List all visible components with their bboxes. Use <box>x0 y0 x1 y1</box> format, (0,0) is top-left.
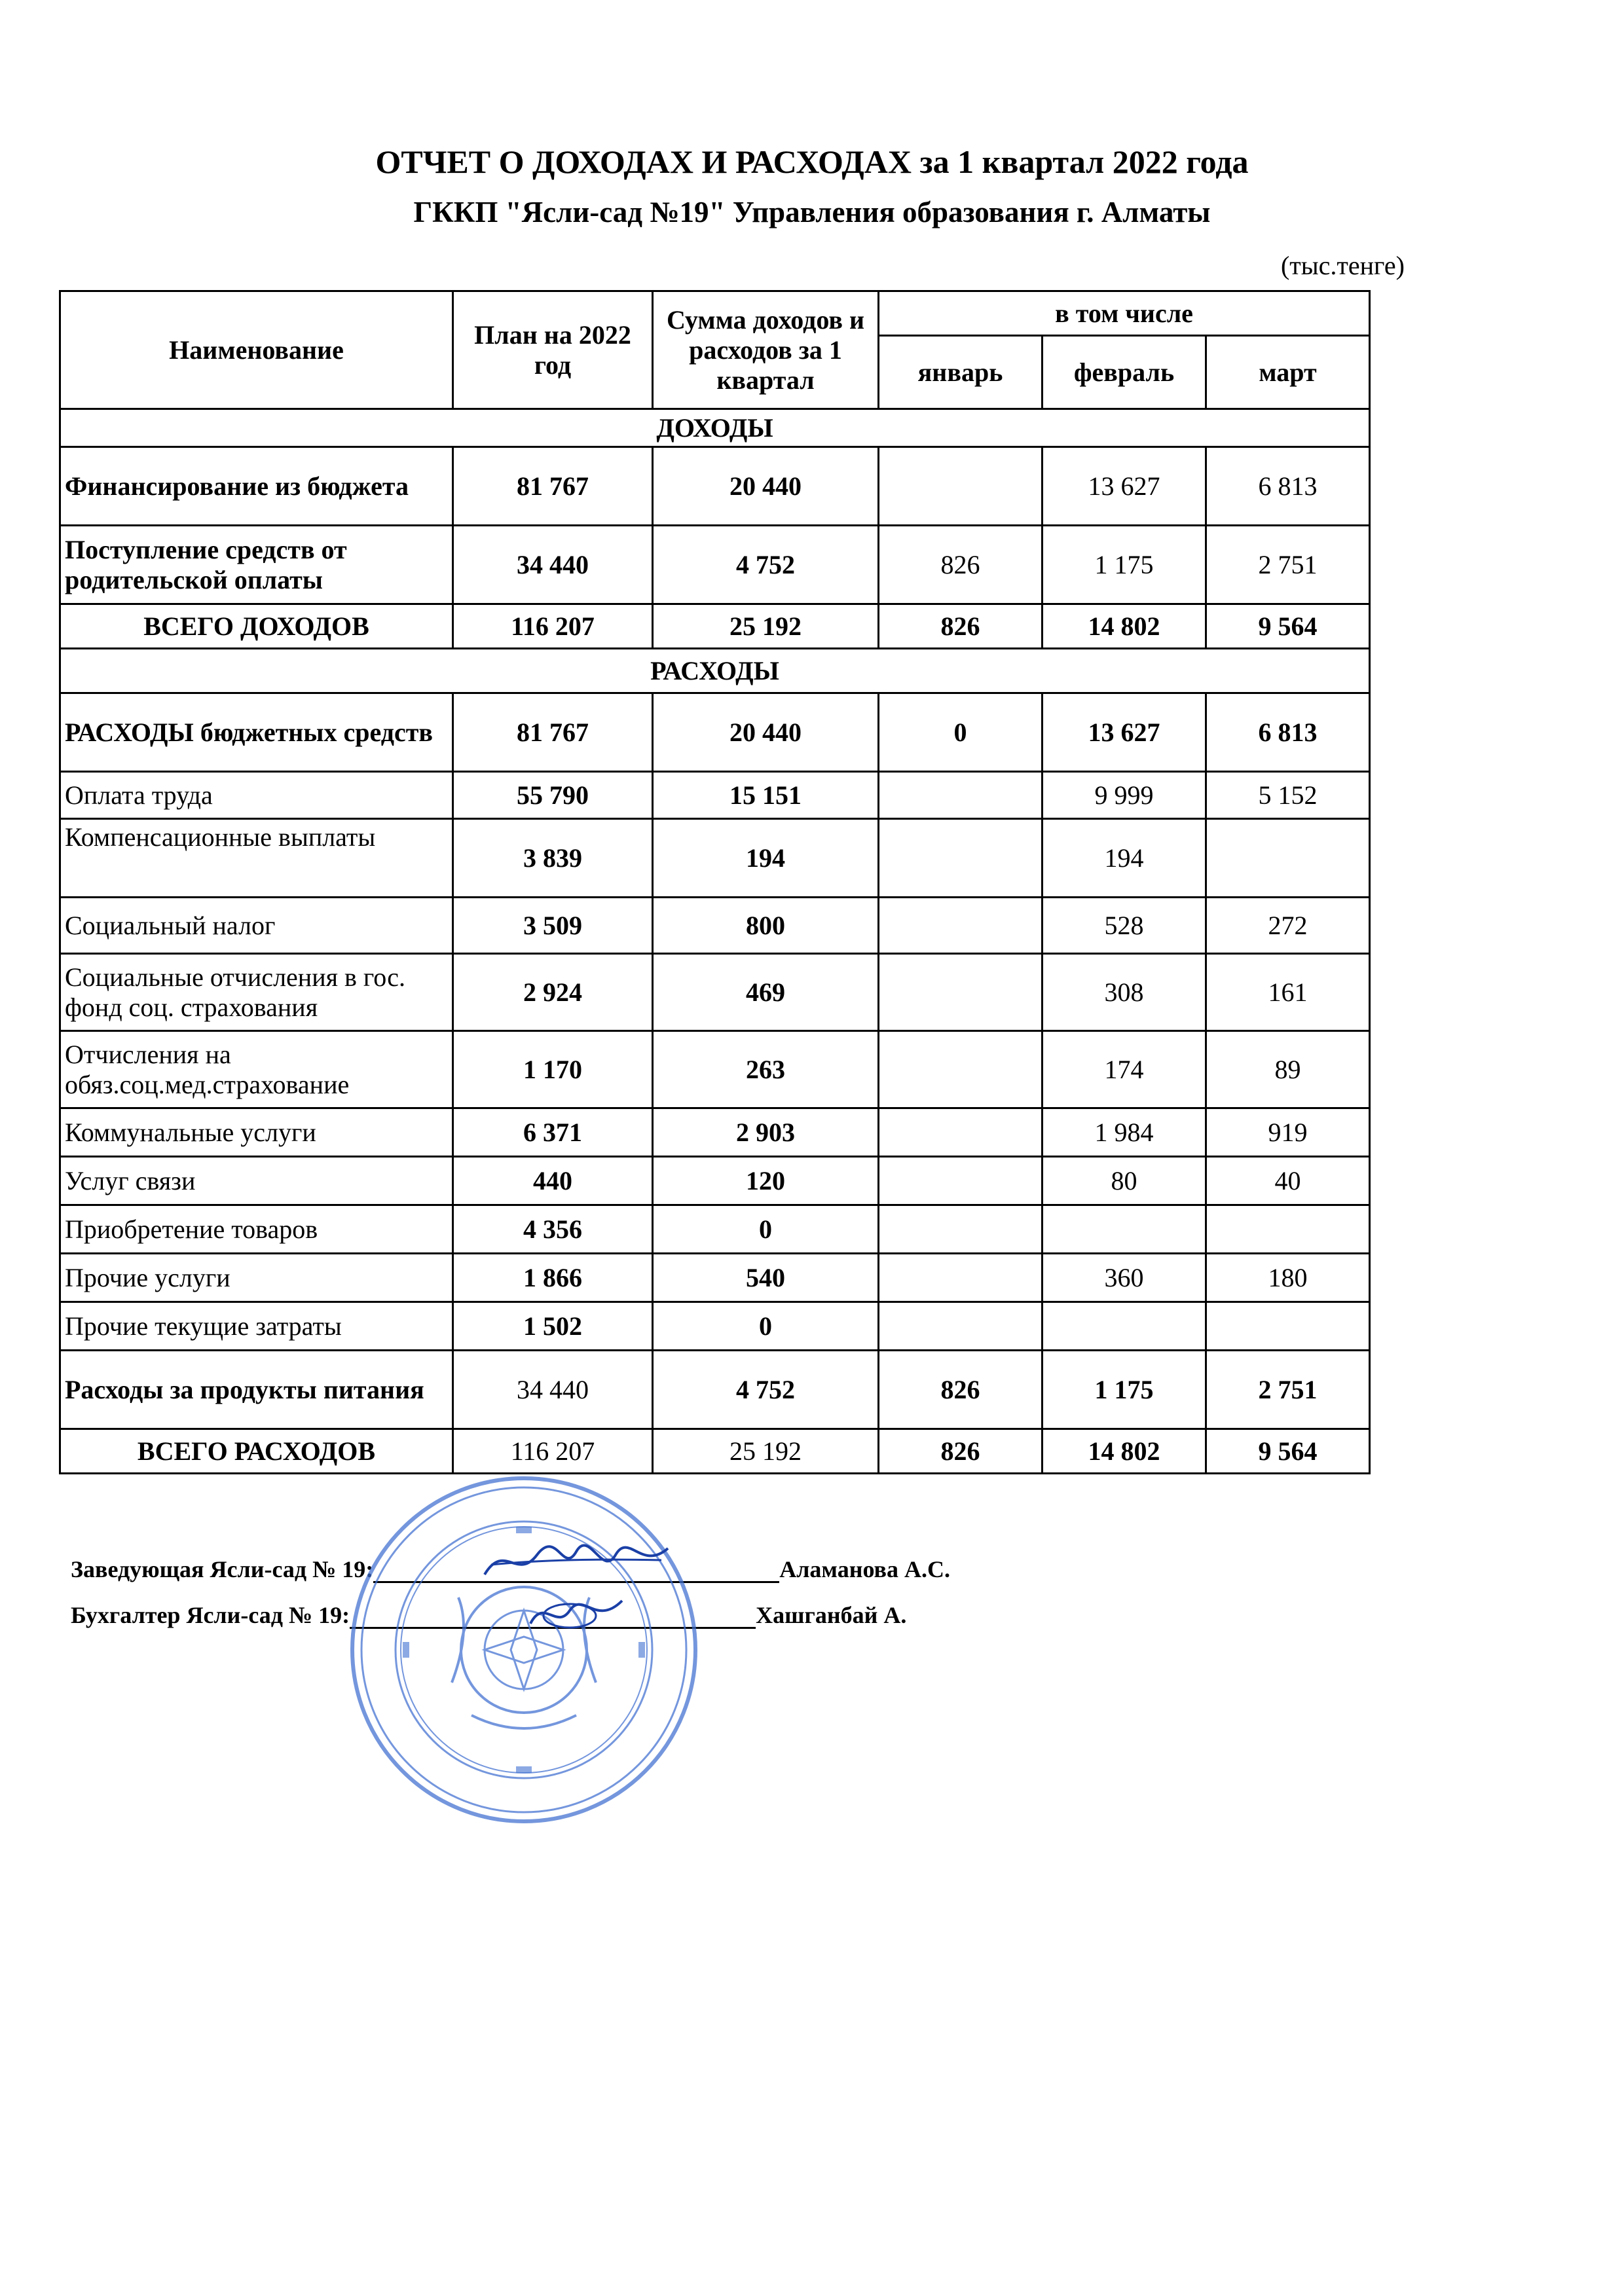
table-row <box>60 1254 1370 1302</box>
table-row <box>60 447 1370 526</box>
income-total-plan: 116 207 <box>453 604 653 649</box>
row-jan <box>879 1157 1043 1205</box>
row-plan: 4 356 <box>453 1205 653 1254</box>
row-sum: 800 <box>653 898 879 954</box>
official-stamp <box>341 1467 707 1833</box>
row-mar <box>1206 819 1370 898</box>
expense-total-label: ВСЕГО РАСХОДОВ <box>60 1429 453 1474</box>
row-jan <box>879 1031 1043 1108</box>
row-mar: 2 751 <box>1206 1351 1370 1429</box>
table-row <box>60 1205 1370 1254</box>
head-label: Заведующая Ясли-сад № 19: <box>71 1556 374 1582</box>
row-mar: 6 813 <box>1206 447 1370 526</box>
row-name: Компенсационные выплаты <box>60 819 453 898</box>
table-row <box>60 526 1370 604</box>
table-row <box>60 819 1370 898</box>
row-mar: 272 <box>1206 898 1370 954</box>
row-sum: 15 151 <box>653 772 879 819</box>
table-row <box>60 1031 1370 1108</box>
row-mar: 2 751 <box>1206 526 1370 604</box>
accountant-label: Бухгалтер Ясли-сад № 19: <box>71 1602 350 1628</box>
row-jan: 826 <box>879 526 1043 604</box>
row-mar: 161 <box>1206 954 1370 1031</box>
table-row <box>60 954 1370 1031</box>
row-sum: 0 <box>653 1205 879 1254</box>
row-feb: 1 175 <box>1043 526 1206 604</box>
row-mar: 6 813 <box>1206 693 1370 772</box>
row-feb <box>1043 1205 1206 1254</box>
row-mar: 89 <box>1206 1031 1370 1108</box>
row-mar <box>1206 1302 1370 1351</box>
row-feb: 308 <box>1043 954 1206 1031</box>
row-name: Прочие услуги <box>60 1254 453 1302</box>
row-sum: 20 440 <box>653 693 879 772</box>
income-total-label: ВСЕГО ДОХОДОВ <box>60 604 453 649</box>
row-plan: 81 767 <box>453 447 653 526</box>
row-feb: 174 <box>1043 1031 1206 1108</box>
income-total-mar: 9 564 <box>1206 604 1370 649</box>
accountant-name: Хашганбай А. <box>756 1602 907 1628</box>
income-section-title: ДОХОДЫ <box>60 409 1370 447</box>
row-sum: 469 <box>653 954 879 1031</box>
row-plan: 34 440 <box>453 1351 653 1429</box>
row-mar: 180 <box>1206 1254 1370 1302</box>
expense-total-mar: 9 564 <box>1206 1429 1370 1474</box>
row-jan <box>879 447 1043 526</box>
row-name: Социальные отчисления в гос. фонд соц. страхования <box>60 954 453 1031</box>
row-plan: 3 509 <box>453 898 653 954</box>
income-section-row <box>60 409 1370 447</box>
row-mar <box>1206 1205 1370 1254</box>
row-feb: 360 <box>1043 1254 1206 1302</box>
expense-total-row <box>60 1429 1370 1474</box>
row-mar: 40 <box>1206 1157 1370 1205</box>
income-total-sum: 25 192 <box>653 604 879 649</box>
row-jan <box>879 898 1043 954</box>
row-name: Оплата труда <box>60 772 453 819</box>
header-name: Наименование <box>60 291 453 409</box>
row-sum: 4 752 <box>653 526 879 604</box>
document-subtitle: ГККП "Ясли-сад №19" Управления образования г. Алматы <box>413 196 1211 228</box>
header-plan: План на 2022 год <box>453 291 653 409</box>
table-row <box>60 898 1370 954</box>
row-mar: 5 152 <box>1206 772 1370 819</box>
income-total-jan: 826 <box>879 604 1043 649</box>
row-feb: 194 <box>1043 819 1206 898</box>
row-feb: 528 <box>1043 898 1206 954</box>
row-feb: 80 <box>1043 1157 1206 1205</box>
row-sum: 540 <box>653 1254 879 1302</box>
row-mar: 919 <box>1206 1108 1370 1157</box>
expense-total-plan: 116 207 <box>453 1429 653 1474</box>
row-name: Отчисления на обяз.соц.мед.страхование <box>60 1031 453 1108</box>
row-sum: 4 752 <box>653 1351 879 1429</box>
row-sum: 2 903 <box>653 1108 879 1157</box>
row-sum: 120 <box>653 1157 879 1205</box>
row-feb <box>1043 1302 1206 1351</box>
row-sum: 0 <box>653 1302 879 1351</box>
row-jan: 0 <box>879 693 1043 772</box>
row-jan <box>879 1302 1043 1351</box>
row-plan: 2 924 <box>453 954 653 1031</box>
row-jan <box>879 772 1043 819</box>
row-plan: 3 839 <box>453 819 653 898</box>
row-feb: 9 999 <box>1043 772 1206 819</box>
row-jan <box>879 1108 1043 1157</box>
table-row <box>60 772 1370 819</box>
row-name: Прочие текущие затраты <box>60 1302 453 1351</box>
row-jan <box>879 819 1043 898</box>
header-march: март <box>1206 336 1370 409</box>
row-plan: 34 440 <box>453 526 653 604</box>
row-plan: 440 <box>453 1157 653 1205</box>
row-jan <box>879 1254 1043 1302</box>
header-including: в том числе <box>879 291 1370 336</box>
row-sum: 20 440 <box>653 447 879 526</box>
table-row <box>60 1157 1370 1205</box>
expense-section-row <box>60 649 1370 693</box>
expense-total-feb: 14 802 <box>1043 1429 1206 1474</box>
table-row <box>60 1302 1370 1351</box>
row-name: Услуг связи <box>60 1157 453 1205</box>
expense-total-jan: 826 <box>879 1429 1043 1474</box>
income-total-row <box>60 604 1370 649</box>
row-name: Финансирование из бюджета <box>60 447 453 526</box>
expense-section-title: РАСХОДЫ <box>60 649 1370 693</box>
expense-total-sum: 25 192 <box>653 1429 879 1474</box>
row-name: Поступление средств от родительской оплаты <box>60 526 453 604</box>
row-name: Расходы за продукты питания <box>60 1351 453 1429</box>
row-plan: 81 767 <box>453 693 653 772</box>
row-plan: 6 371 <box>453 1108 653 1157</box>
row-name: Коммунальные услуги <box>60 1108 453 1157</box>
expense-budget-row <box>60 693 1370 772</box>
row-sum: 263 <box>653 1031 879 1108</box>
head-name: Аламанова А.С. <box>779 1556 950 1582</box>
accountant-signature <box>524 1591 629 1637</box>
income-total-feb: 14 802 <box>1043 604 1206 649</box>
table-row <box>60 1108 1370 1157</box>
units-note: (тыс.тенге) <box>1280 251 1405 280</box>
head-signature <box>478 1535 674 1588</box>
row-plan: 1 866 <box>453 1254 653 1302</box>
row-feb: 13 627 <box>1043 693 1206 772</box>
header-january: январь <box>879 336 1043 409</box>
row-name: РАСХОДЫ бюджетных средств <box>60 693 453 772</box>
document-title: ОТЧЕТ О ДОХОДАХ И РАСХОДАХ за 1 квартал 2022 года <box>375 143 1249 180</box>
expense-food-row <box>60 1351 1370 1429</box>
report-table <box>59 290 1371 1474</box>
row-feb: 1 984 <box>1043 1108 1206 1157</box>
row-plan: 1 502 <box>453 1302 653 1351</box>
row-jan <box>879 1205 1043 1254</box>
row-name: Социальный налог <box>60 898 453 954</box>
row-feb: 1 175 <box>1043 1351 1206 1429</box>
header-sum: Сумма доходов и расходов за 1 квартал <box>653 291 879 409</box>
row-feb: 13 627 <box>1043 447 1206 526</box>
row-plan: 1 170 <box>453 1031 653 1108</box>
row-jan <box>879 954 1043 1031</box>
row-sum: 194 <box>653 819 879 898</box>
header-february: февраль <box>1043 336 1206 409</box>
row-plan: 55 790 <box>453 772 653 819</box>
row-jan: 826 <box>879 1351 1043 1429</box>
row-name: Приобретение товаров <box>60 1205 453 1254</box>
